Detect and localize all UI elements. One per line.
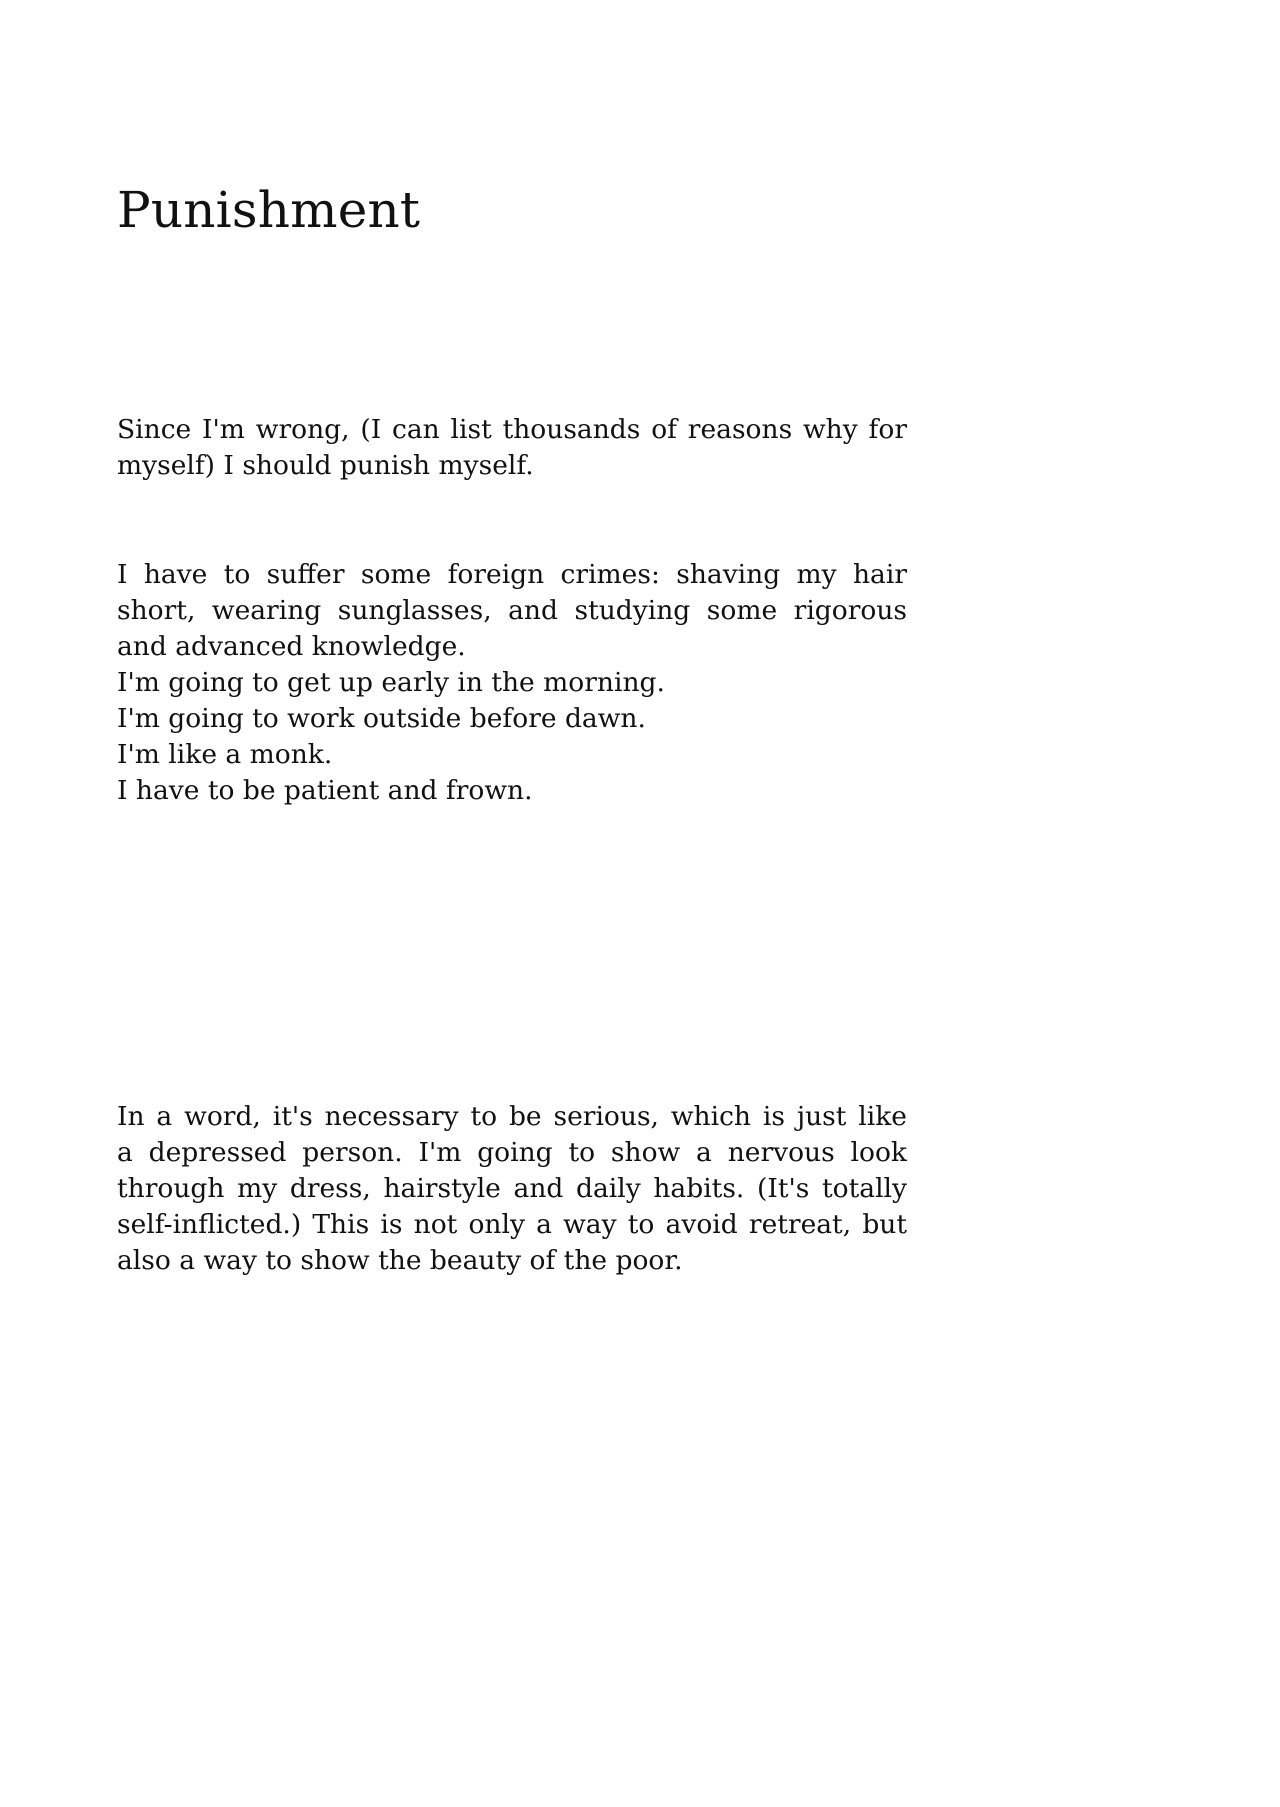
paragraph-routine [117,557,907,809]
text-line: I have to be patient and frown. [117,775,533,806]
paragraph-conclusion [117,1099,907,1279]
text-line: a depressed person. I'm going to show a nervous look [117,1137,907,1168]
text-line: In a word, it's necessary to be serious, which is just like [117,1101,907,1132]
text-line: and advanced knowledge. [117,631,466,662]
text-line: short, wearing sunglasses, and studying some rigorous [117,595,907,626]
page-title: Punishment [117,181,421,239]
text-line: I'm like a monk. [117,739,333,770]
text-line: myself) I should punish myself. [117,450,534,481]
text-line: self-inflicted.) This is not only a way to avoid retreat, but [117,1209,907,1240]
text-line: through my dress, hairstyle and daily habits. (It's totally [117,1173,907,1204]
paragraph-intro [117,412,907,484]
text-line: I have to suffer some foreign crimes: shaving my hair [117,559,907,590]
text-line: also a way to show the beauty of the poor. [117,1245,683,1276]
text-line: I'm going to work outside before dawn. [117,703,646,734]
text-line: Since I'm wrong, (I can list thousands of reasons why for [117,414,907,445]
text-line: I'm going to get up early in the morning. [117,667,665,698]
